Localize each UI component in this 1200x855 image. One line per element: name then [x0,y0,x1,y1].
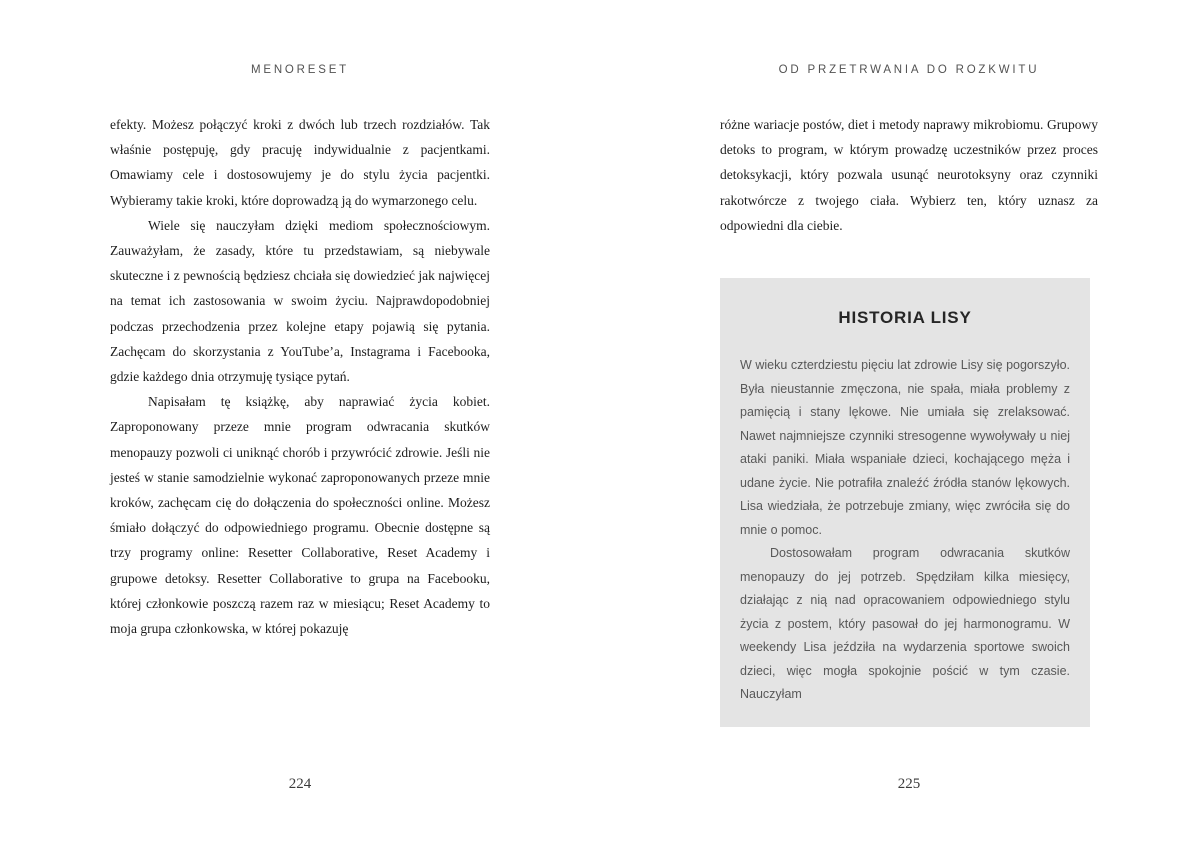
body-text-right [720,112,1098,727]
story-box-paragraph: W wieku czterdziestu pięciu lat zdrowie Lisy się pogorszyło. Była nieustannie zmęczona, nie spała, miała problemy z pamięcią i stany lękowe. Nie umiała się zrelaksować. Nawet najmniejsze czynniki stresogenne wywoływały u niej ataki paniki. Miała wspaniałe dzieci, kochającego męża i udane życie. Nie potrafiła znaleźć źródła stanów lękowych. Lisa wiedziała, że potrzebuje zmiany, więc zwróciła się do mnie o pomoc. [740,358,1070,537]
story-box-title: HISTORIA LISY [838,308,972,328]
story-box-paragraph: Dostosowałam program odwracania skutków menopauzy do jej potrzeb. Spędziłam kilka miesięcy, działając z nią nad opracowaniem odpowiedniego stylu życia z postem, który pasował do jej harmonogramu. W weekendy Lisa jeździła na wydarzenia sportowe swoich dzieci, więc mogła spokojnie pościć w tym czasie. Nauczyłam [740,546,1070,702]
page-right [600,0,1200,855]
story-box [720,278,1090,727]
page-number-right: 225 [897,776,921,792]
paragraph: różne wariacje postów, diet i metody naprawy mikrobiomu. Grupowy detoks to program, w którym prowadzę uczestników przez proces detoksykacji, który pozwala usunąć neurotoksyny oraz czynniki rakotwórcze z twojego ciała. Wybierz ten, który uznasz za odpowiedni dla ciebie. [720,117,1098,233]
paragraph: Wiele się nauczyłam dzięki mediom społecznościowym. Zauważyłam, że zasady, które tu przedstawiam, są niebywale skuteczne i z pewnością będziesz chciała się dowiedzieć jak najwięcej na temat ich zastosowania w swoim życiu. Najprawdopodobniej podczas przechodzenia przez kolejne etapy pojawią się pytania. Zachęcam do skorzystania z YouTube’a, Instagrama i Facebooka, gdzie każdego dnia otrzymuję tysiące pytań. [110,217,490,385]
running-header-right: OD PRZETRWANIA DO ROZKWITU [778,64,1040,76]
body-text-left [110,112,490,641]
page-number-left: 224 [288,776,312,792]
paragraph: efekty. Możesz połączyć kroki z dwóch lub trzech rozdziałów. Tak właśnie postępuję, gdy pracuję indywidualnie z pacjentkami. Omawiamy cele i dostosowujemy je do stylu życia pacjentki. Wybieramy takie kroki, które doprowadzą ją do wymarzonego celu. [110,117,490,208]
running-header-left: MENORESET [250,64,350,76]
paragraph: Napisałam tę książkę, aby naprawiać życia kobiet. Zaproponowany przeze mnie program odwracania skutków menopauzy pozwoli ci uniknąć chorób i przywrócić zdrowie. Jeśli nie jesteś w stanie samodzielnie wykonać zaproponowanych przeze mnie kroków, zachęcam cię do dołączenia do społeczności online. Możesz śmiało dołączyć do odpowiedniego programu. Obecnie dostępne są trzy programy online: Resetter Collaborative, Reset Academy i grupowe detoksy. Resetter Collaborative to grupa na Facebooku, której członkowie poszczą razem raz w miesiącu; Reset Academy to moja grupa członkowska, w której pokazuję [110,394,490,637]
